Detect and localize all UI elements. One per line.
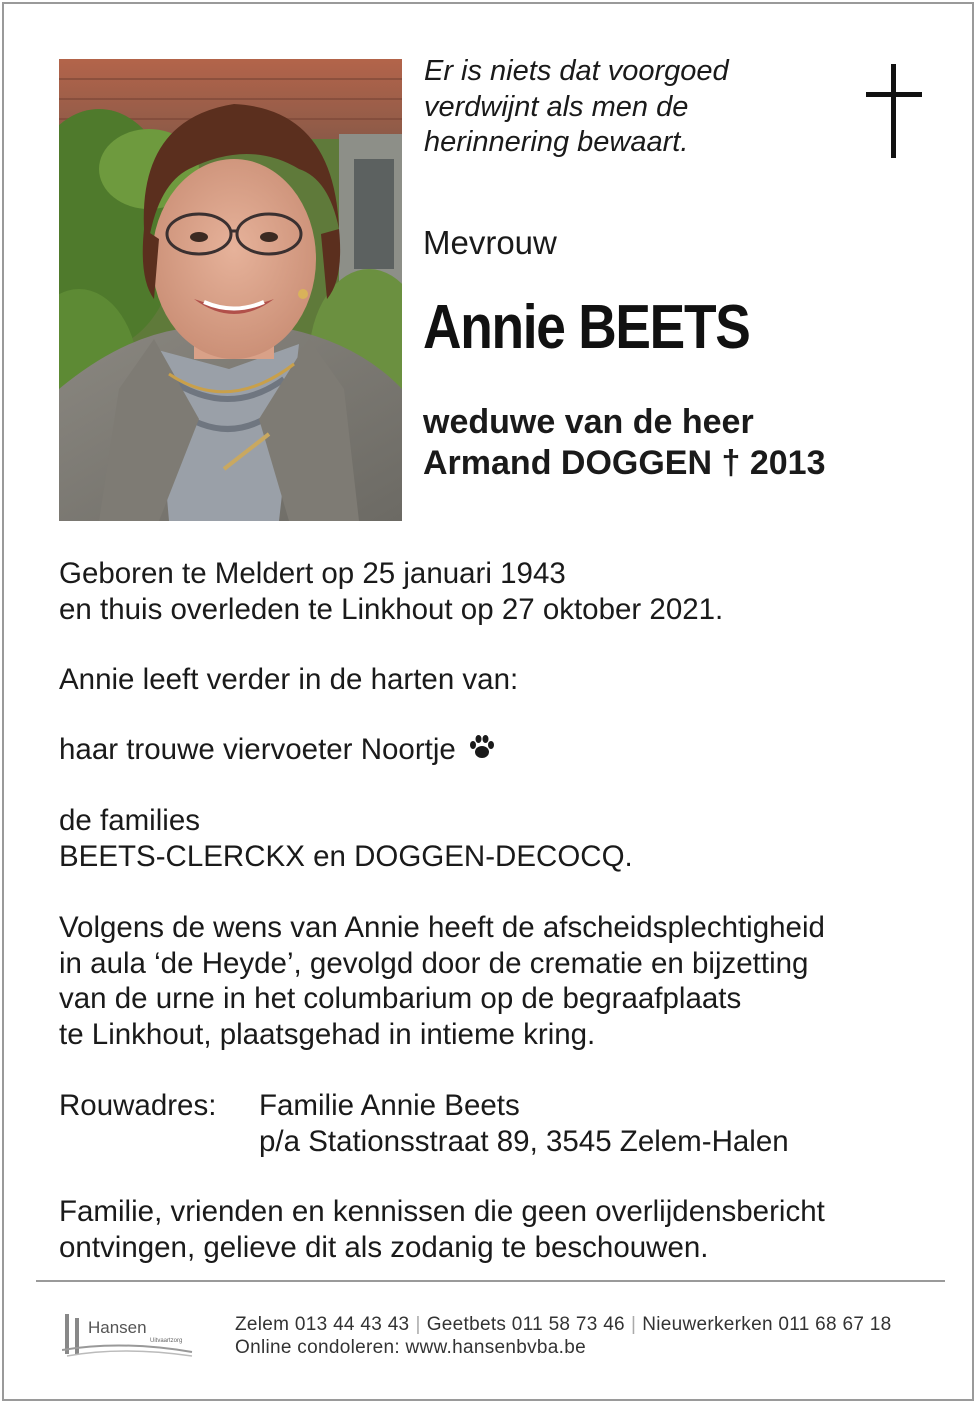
ceremony-line: in aula ‘de Heyde’, gevolgd door de crematie en bijzetting bbox=[59, 946, 809, 980]
address-name: Familie Annie Beets bbox=[259, 1089, 520, 1122]
pet-block bbox=[59, 732, 939, 769]
closing-block bbox=[59, 1194, 939, 1265]
paw-print-icon bbox=[468, 733, 496, 769]
address-label: Rouwadres: bbox=[59, 1089, 217, 1122]
office-phone[interactable]: 011 68 67 18 bbox=[778, 1314, 892, 1335]
ceremony-block bbox=[59, 910, 939, 1052]
footer-divider bbox=[36, 1280, 945, 1282]
quote-line: verdwijnt als men de bbox=[424, 90, 689, 123]
born-line: Geboren te Meldert op 25 januari 1943 bbox=[59, 557, 566, 590]
website-link[interactable]: www.hansenbvba.be bbox=[405, 1337, 586, 1358]
lives-on-block bbox=[59, 662, 939, 698]
ceremony-line: te Linkhout, plaatsgehad in intieme kring. bbox=[59, 1017, 596, 1051]
logo-subtitle: Uitvaartzorg bbox=[150, 1338, 183, 1344]
office-city: Geetbets bbox=[426, 1314, 507, 1335]
footer-contact bbox=[235, 1313, 892, 1359]
online-label: Online condoleren: bbox=[235, 1337, 400, 1358]
ceremony-line: Volgens de wens van Annie heeft de afscheidsplechtigheid bbox=[59, 911, 825, 944]
closing-line: Familie, vrienden en kennissen die geen overlijdensbericht bbox=[59, 1195, 825, 1228]
died-line: en thuis overleden te Linkhout op 27 oktober 2021. bbox=[59, 592, 724, 626]
funeral-home-logo bbox=[62, 1310, 202, 1360]
address-street: p/a Stationsstraat 89, 3545 Zelem-Halen bbox=[259, 1124, 789, 1158]
lives-on-line: Annie leeft verder in de harten van: bbox=[59, 663, 519, 696]
office-phone[interactable]: 013 44 43 43 bbox=[294, 1314, 410, 1335]
birth-death-block bbox=[59, 556, 939, 627]
latin-cross-icon bbox=[866, 64, 922, 158]
mourning-address bbox=[259, 1088, 789, 1159]
ceremony-line: van de urne in het columbarium op de begraafplaats bbox=[59, 982, 742, 1015]
spouse-info bbox=[423, 402, 825, 484]
quote-line: herinnering bewaart. bbox=[424, 126, 689, 158]
families-names: BEETS-CLERCKX en DOGGEN-DECOCQ. bbox=[59, 839, 633, 873]
deceased-name: Annie BEETS bbox=[423, 293, 750, 362]
logo-name: Hansen bbox=[88, 1318, 147, 1337]
families-intro: de families bbox=[59, 804, 201, 837]
spouse-line-1: weduwe van de heer bbox=[423, 403, 754, 441]
portrait-photo bbox=[59, 59, 402, 521]
families-block bbox=[59, 803, 939, 874]
office-phone[interactable]: 011 58 73 46 bbox=[511, 1314, 625, 1335]
memorial-quote bbox=[424, 54, 824, 161]
closing-line: ontvingen, gelieve dit als zodanig te beschouwen. bbox=[59, 1230, 709, 1264]
office-city: Nieuwerkerken bbox=[642, 1314, 773, 1335]
online-line bbox=[235, 1336, 892, 1359]
office-city: Zelem bbox=[235, 1314, 290, 1335]
offices-line: Zelem 013 44 43 43 | Geetbets 011 58 73 46 | Nieuwerkerken 011 68 67 18 bbox=[235, 1314, 892, 1335]
quote-line: Er is niets dat voorgoed bbox=[424, 55, 729, 87]
spouse-line-2: Armand DOGGEN † 2013 bbox=[423, 444, 826, 482]
pet-line: haar trouwe viervoeter Noortje bbox=[59, 733, 456, 766]
honorific-title: Mevrouw bbox=[423, 224, 557, 261]
